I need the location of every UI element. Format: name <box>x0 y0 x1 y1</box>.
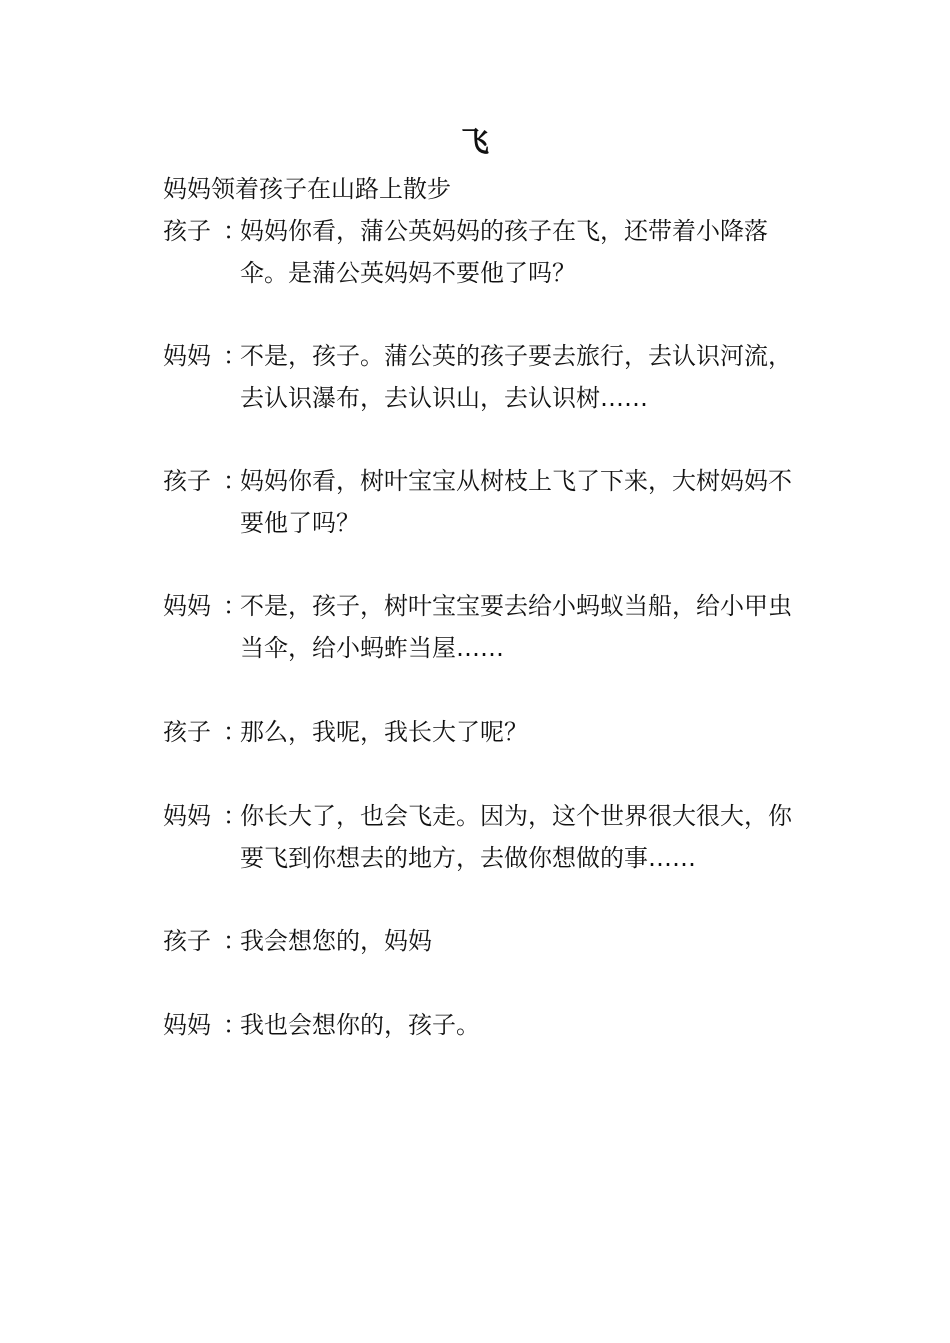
speaker-name: 妈妈 <box>163 592 211 620</box>
dialogue-line <box>163 711 803 753</box>
dialogue-line <box>163 585 803 669</box>
speaker-colon: ： <box>223 718 247 746</box>
speech-text: 我也会想你的，孩子。 <box>240 1011 480 1039</box>
speech-text: 你长大了，也会飞走。因为，这个世界很大很大，你要飞到你想去的地方，去做你想做的事…… <box>240 802 792 872</box>
speech-text: 妈妈你看，蒲公英妈妈的孩子在飞，还带着小降落伞。是蒲公英妈妈不要他了吗？ <box>240 217 768 287</box>
dialogue-line <box>163 1004 803 1046</box>
speaker-colon: ： <box>223 467 247 495</box>
dialogue-line <box>163 460 803 544</box>
speaker-name: 妈妈 <box>163 1011 211 1039</box>
speech-text: 不是，孩子，树叶宝宝要去给小蚂蚁当船，给小甲虫当伞，给小蚂蚱当屋…… <box>240 592 792 662</box>
speaker-name: 孩子 <box>163 718 211 746</box>
speaker-colon: ： <box>223 802 247 830</box>
document-title: 飞 <box>460 125 489 158</box>
speaker-name: 孩子 <box>163 217 211 245</box>
dialogue-line <box>163 920 803 962</box>
speaker-colon: ： <box>223 342 247 370</box>
dialogue-line <box>163 335 803 419</box>
speaker-name: 孩子 <box>163 927 211 955</box>
speech-text: 妈妈你看，树叶宝宝从树枝上飞了下来，大树妈妈不要他了吗？ <box>240 467 792 537</box>
dialogue-line <box>163 795 803 879</box>
speaker-colon: ： <box>223 927 247 955</box>
speech-text: 我会想您的，妈妈 <box>240 927 432 955</box>
speaker-colon: ： <box>223 1011 247 1039</box>
speaker-name: 妈妈 <box>163 802 211 830</box>
speaker-colon: ： <box>223 217 247 245</box>
speaker-colon: ： <box>223 592 247 620</box>
speaker-name: 孩子 <box>163 467 211 495</box>
dialogue-line <box>163 210 803 294</box>
speaker-name: 妈妈 <box>163 342 211 370</box>
intro-line: 妈妈领着孩子在山路上散步 <box>163 175 451 203</box>
speech-text: 不是，孩子。蒲公英的孩子要去旅行，去认识河流，去认识瀑布，去认识山，去认识树…… <box>240 342 792 412</box>
speech-text: 那么，我呢，我长大了呢？ <box>240 718 528 746</box>
